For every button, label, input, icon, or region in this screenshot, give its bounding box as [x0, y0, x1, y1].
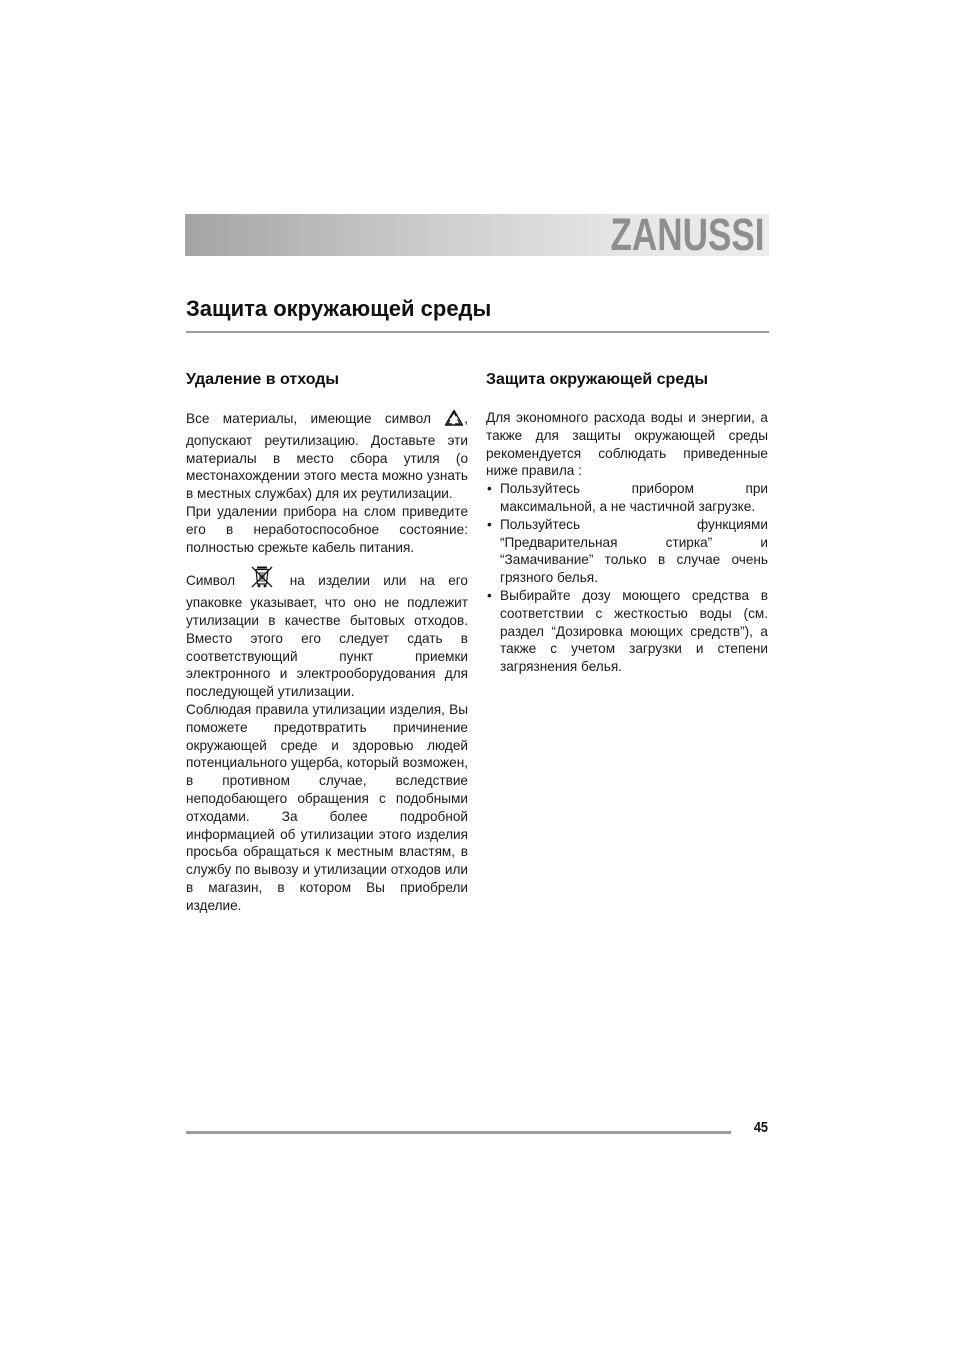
list-item: • Пользуйтесь функциями “Предварительная стирка” и “Замачивание” только в случае очень грязного белья.: [486, 516, 768, 587]
environment-section: [486, 369, 768, 676]
disposal-heading: Удаление в отходы: [186, 371, 340, 388]
page-number: 45: [753, 1119, 768, 1136]
zanussi-logo: ZANUSSI: [610, 209, 765, 260]
disposal-paragraph-benefit: Соблюдая правила утилизации изделия, Вы поможете предотвратить причинение окружающей среде и здоровью людей потенциального ущерба, который возможен, в противном случае, вследствие неподобающего обращения с подобными отходами. За более подробной информацией об утилизации этого изделия просьба обращаться к местным властям, в службу по вывозу и утилизации отходов или в магазин, в котором Вы приобрели изделие.: [186, 701, 468, 913]
environment-intro: Для экономного расхода воды и энергии, а также для защиты окружающей среды рекомендуется соблюдать приведенные ниже правила :: [486, 410, 768, 479]
disposal-p3-start: Символ: [186, 573, 236, 589]
title-divider: [186, 331, 769, 333]
disposal-section: [186, 369, 468, 915]
recycle-icon: [444, 409, 464, 432]
disposal-paragraph-cable: При удалении прибора на слом приведите его в неработоспособное состояние: полностью срежьте кабель питания.: [186, 503, 468, 555]
brand-header-band: [185, 209, 769, 260]
list-item: • Выбирайте дозу моющего средства в соответствии с жесткостью воды (см. раздел “Дозировка моющих средств”), а также с учетом загрузки и степени загрязнения белья.: [486, 587, 768, 676]
crossed-bin-icon: [248, 565, 276, 594]
list-item: • Пользуйтесь прибором при максимальной, а не частичной загрузке.: [486, 480, 768, 516]
environment-rules-list: [486, 480, 768, 676]
disposal-p1-start: Все материалы, имеющие символ: [186, 411, 431, 426]
disposal-paragraph-recycling: [186, 409, 468, 503]
disposal-paragraph-weee: [186, 565, 468, 701]
disposal-p1-end: , допускают реутилизацию. Доставьте эти материалы в место сбора утиля (о местонахождении этого места можно узнать в местных службах) для их реутилизации.: [186, 411, 469, 502]
page-title: Защита окружающей среды: [186, 296, 492, 321]
footer-divider: [186, 1131, 731, 1134]
disposal-p3-end: на изделии или на его упаковке указывает, что оно не подлежит утилизации в качестве бытовых отходов. Вместо этого его следует сдать в соответствующий пункт приемки электронного и электрооборудования для последующей утилизации.: [186, 573, 468, 700]
environment-heading: Защита окружающей среды: [486, 371, 709, 388]
